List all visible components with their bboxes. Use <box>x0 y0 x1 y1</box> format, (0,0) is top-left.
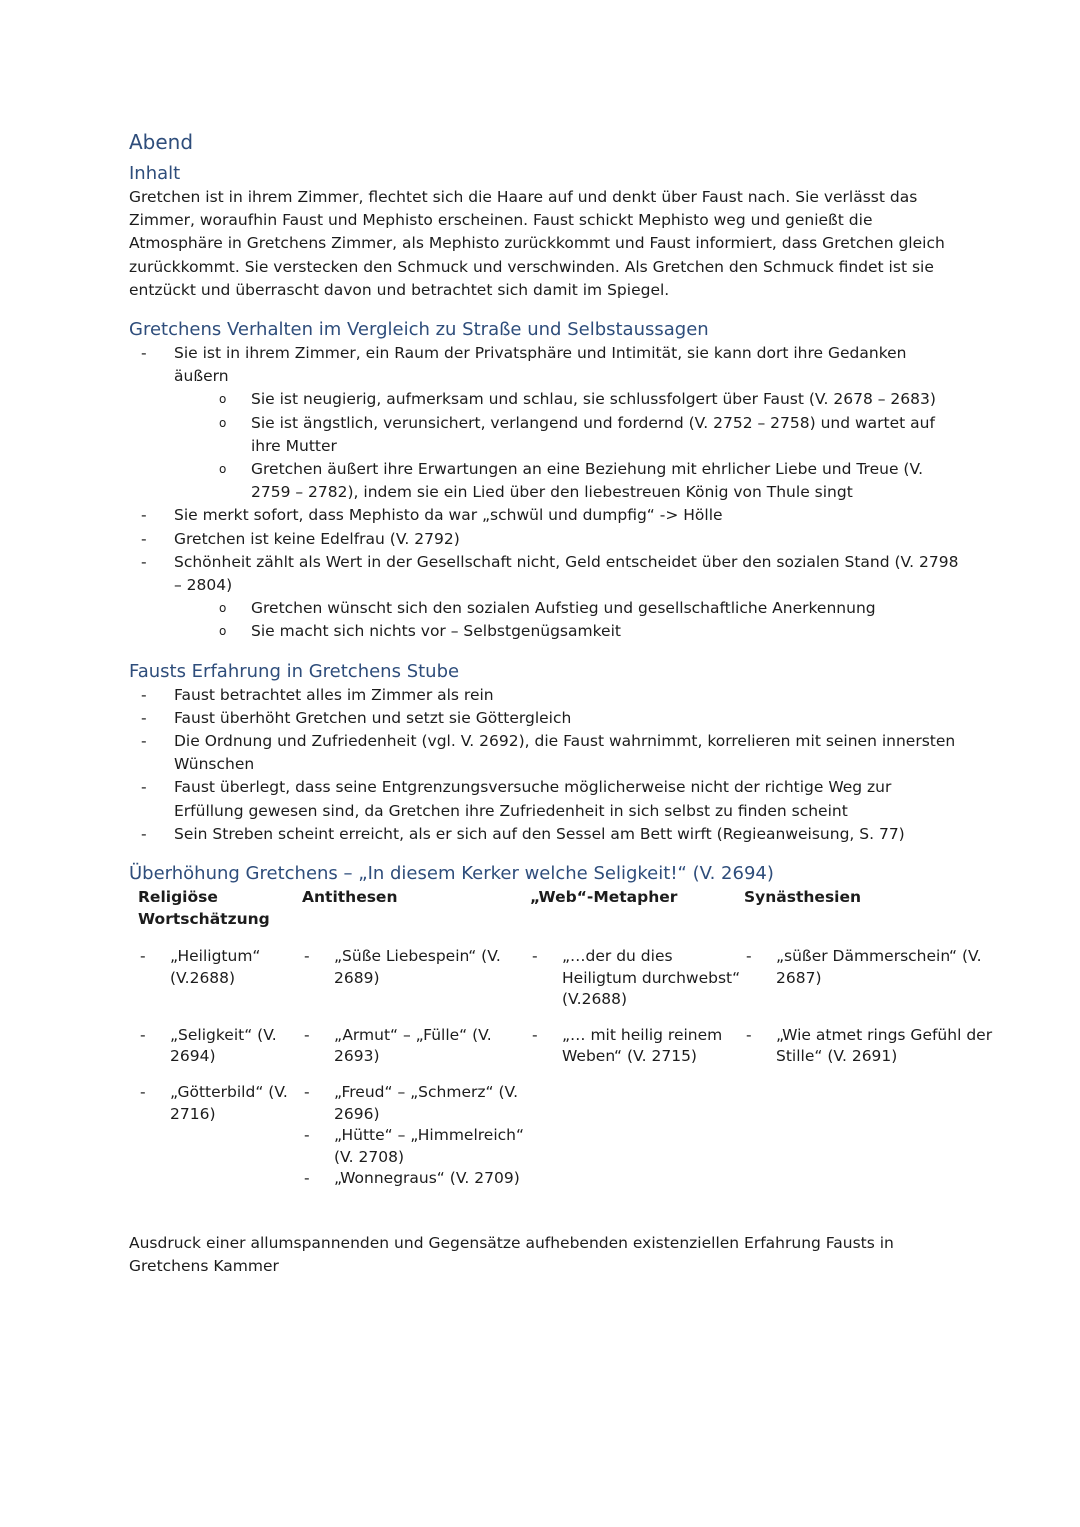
dash-bullet-icon: - <box>304 1126 310 1145</box>
cell-list-item <box>138 1082 302 1125</box>
table-row <box>138 1082 1023 1204</box>
list-item <box>129 823 959 846</box>
verhalten-list <box>129 342 959 644</box>
table-cell <box>744 1025 1023 1082</box>
list-item <box>129 458 959 504</box>
list-item-text: Faust überhöht Gretchen und setzt sie Göttergleich <box>174 708 572 727</box>
cell-list-item <box>302 946 530 989</box>
list-item-text: Faust überlegt, dass seine Entgrenzungsversuche möglicherweise nicht der richtige Weg zur Erfüllung gewesen sind, da Gretchen ihre Zufriedenheit in sich selbst zu finden scheint <box>174 778 892 820</box>
list-item <box>129 412 959 458</box>
circle-bullet-icon: o <box>219 601 227 616</box>
cell-list-item <box>302 1168 530 1190</box>
ueberhoehung-heading: Überhöhung Gretchens – „In diesem Kerker welche Seligkeit!“ (V. 2694) <box>129 863 774 885</box>
cell-item-text: „… mit heilig reinem Weben“ (V. 2715) <box>562 1025 723 1066</box>
table-cell <box>138 946 302 1025</box>
table-row <box>138 946 1023 1025</box>
table-cell <box>530 946 744 1025</box>
cell-list-item <box>744 946 1023 989</box>
dash-bullet-icon: - <box>140 1025 146 1044</box>
cell-item-text: „Süße Liebespein“ (V. 2689) <box>334 947 501 987</box>
cell-item-text: „Wie atmet rings Gefühl der Stille“ (V. 2691) <box>776 1025 993 1066</box>
column-header: „Web“-Metapher <box>530 888 678 907</box>
list-item <box>129 597 959 620</box>
list-item-text: Faust betrachtet alles im Zimmer als rein <box>174 685 494 704</box>
list-item <box>129 551 959 597</box>
cell-item-text: „süßer Dämmerschein“ (V. 2687) <box>776 947 982 987</box>
cell-item-text: „Hütte“ – „Himmelreich“ (V. 2708) <box>334 1126 525 1166</box>
cell-list-item <box>744 1025 1023 1068</box>
cell-item-text: „Seligkeit“ (V. 2694) <box>170 1025 277 1066</box>
circle-bullet-icon: o <box>219 624 227 639</box>
list-item-text: Sie macht sich nichts vor – Selbstgenügsamkeit <box>251 622 621 641</box>
table-cell <box>138 1082 302 1204</box>
document-page <box>129 128 993 1278</box>
table-cell <box>744 1082 1023 1204</box>
dash-bullet-icon: - <box>140 947 146 966</box>
cell-list-item <box>530 1025 744 1068</box>
table-cell <box>302 946 530 1025</box>
dash-bullet-icon: - <box>304 1169 310 1188</box>
circle-bullet-icon: o <box>219 392 227 407</box>
cell-item-text: „Armut“ – „Fülle“ (V. 2693) <box>334 1025 492 1066</box>
dash-bullet-icon: - <box>746 1025 752 1044</box>
cell-list-item <box>138 946 302 989</box>
dash-bullet-icon: - <box>304 1083 310 1102</box>
cell-list-item <box>138 1025 302 1068</box>
column-header: Antithesen <box>302 888 398 907</box>
dash-bullet-icon: - <box>141 708 147 727</box>
list-item-text: Sein Streben scheint erreicht, als er sich auf den Sessel am Bett wirft (Regieanweisung, S. 77) <box>174 824 905 843</box>
dash-bullet-icon: - <box>141 824 147 843</box>
list-item-text: Schönheit zählt als Wert in der Gesellschaft nicht, Geld entscheidet über den sozialen Stand (V. 2798 – 2804) <box>174 552 959 595</box>
erfahrung-heading: Fausts Erfahrung in Gretchens Stube <box>129 660 460 682</box>
list-item <box>129 504 959 527</box>
dash-bullet-icon: - <box>140 1083 146 1102</box>
cell-list-item <box>530 946 744 1011</box>
list-item-text: Sie merkt sofort, dass Mephisto da war „schwül und dumpfig“ -> Hölle <box>174 506 723 525</box>
cell-list-item <box>302 1025 530 1068</box>
list-item <box>129 620 959 643</box>
cell-item-text: „Götterbild“ (V. 2716) <box>170 1083 288 1123</box>
cell-item-text: „…der du dies Heiligtum durchwebst“ (V.2688) <box>562 947 741 1009</box>
list-item-text: Sie ist neugierig, aufmerksam und schlau, sie schlussfolgert über Faust (V. 2678 – 2683) <box>251 390 936 409</box>
dash-bullet-icon: - <box>141 552 147 571</box>
table-cell <box>302 1082 530 1204</box>
inhalt-heading: Inhalt <box>129 163 181 184</box>
dash-bullet-icon: - <box>141 344 147 363</box>
dash-bullet-icon: - <box>746 947 752 966</box>
dash-bullet-icon: - <box>141 529 147 548</box>
dash-bullet-icon: - <box>141 685 147 704</box>
list-item-text: Gretchen wünscht sich den sozialen Aufstieg und gesellschaftliche Anerkennung <box>251 599 876 618</box>
table-cell <box>302 1025 530 1082</box>
list-item <box>129 707 959 730</box>
table-row <box>138 1025 1023 1082</box>
inhalt-text: Gretchen ist in ihrem Zimmer, flechtet sich die Haare auf und denkt über Faust nach. Sie verlässt das Zimmer, woraufhin Faust und Mephisto erscheinen. Faust schickt Mephisto weg und genießt die Atmosphäre in Gretchens Zimmer, als Mephisto zurückkommt und Faust informiert, dass Gretchen gleich zurückkommt. Sie verstecken den Schmuck und verschwinden. Als Gretchen den Schmuck findet ist sie entzückt und überrascht davon und betrachtet sich damit im Spiegel. <box>129 188 945 299</box>
conclusion-text: Ausdruck einer allumspannenden und Gegensätze aufhebenden existenziellen Erfahrung Fausts in Gretchens Kammer <box>129 1234 894 1276</box>
list-item <box>129 388 959 411</box>
table-cell <box>138 1025 302 1082</box>
list-item-text: Gretchen ist keine Edelfrau (V. 2792) <box>174 529 460 548</box>
dash-bullet-icon: - <box>304 1025 310 1044</box>
dash-bullet-icon: - <box>304 947 310 966</box>
column-header: Religiöse Wortschätzung <box>138 888 270 929</box>
cell-item-text: „Freud“ – „Schmerz“ (V. 2696) <box>334 1083 519 1123</box>
cell-list-item <box>302 1082 530 1125</box>
dash-bullet-icon: - <box>532 947 538 966</box>
table-cell <box>530 1025 744 1082</box>
list-item-text: Gretchen äußert ihre Erwartungen an eine Beziehung mit ehrlicher Liebe und Treue (V. 2759 – 2782), indem sie ein Lied über den liebestreuen König von Thule singt <box>251 460 923 502</box>
list-item <box>129 684 959 707</box>
dash-bullet-icon: - <box>141 506 147 525</box>
erfahrung-list <box>129 684 959 846</box>
dash-bullet-icon: - <box>141 778 147 797</box>
list-item-text: Die Ordnung und Zufriedenheit (vgl. V. 2692), die Faust wahrnimmt, korrelieren mit seinen innersten Wünschen <box>174 732 956 774</box>
table-cell <box>744 946 1023 1025</box>
cell-item-text: „Wonnegraus“ (V. 2709) <box>334 1169 520 1188</box>
verhalten-heading: Gretchens Verhalten im Vergleich zu Straße und Selbstaussagen <box>129 319 709 341</box>
dash-bullet-icon: - <box>532 1025 538 1044</box>
list-item <box>129 730 959 776</box>
list-item-text: Sie ist ängstlich, verunsichert, verlangend und fordernd (V. 2752 – 2758) und wartet auf ihre Mutter <box>251 413 935 455</box>
list-item <box>129 342 959 388</box>
table-header-row <box>138 886 1023 946</box>
cell-list-item <box>302 1125 530 1168</box>
list-item <box>129 528 959 551</box>
page-title: Abend <box>129 130 194 154</box>
circle-bullet-icon: o <box>219 462 227 477</box>
ueberhoehung-table <box>138 886 1023 1204</box>
list-item-text: Sie ist in ihrem Zimmer, ein Raum der Privatsphäre und Intimität, sie kann dort ihre Gedanken äußern <box>174 344 907 386</box>
table-cell <box>530 1082 744 1204</box>
circle-bullet-icon: o <box>219 415 227 430</box>
column-header: Synästhesien <box>744 888 862 907</box>
list-item <box>129 776 959 822</box>
cell-item-text: „Heiligtum“ (V.2688) <box>170 947 261 987</box>
dash-bullet-icon: - <box>141 732 147 751</box>
table-body <box>138 946 1023 1204</box>
